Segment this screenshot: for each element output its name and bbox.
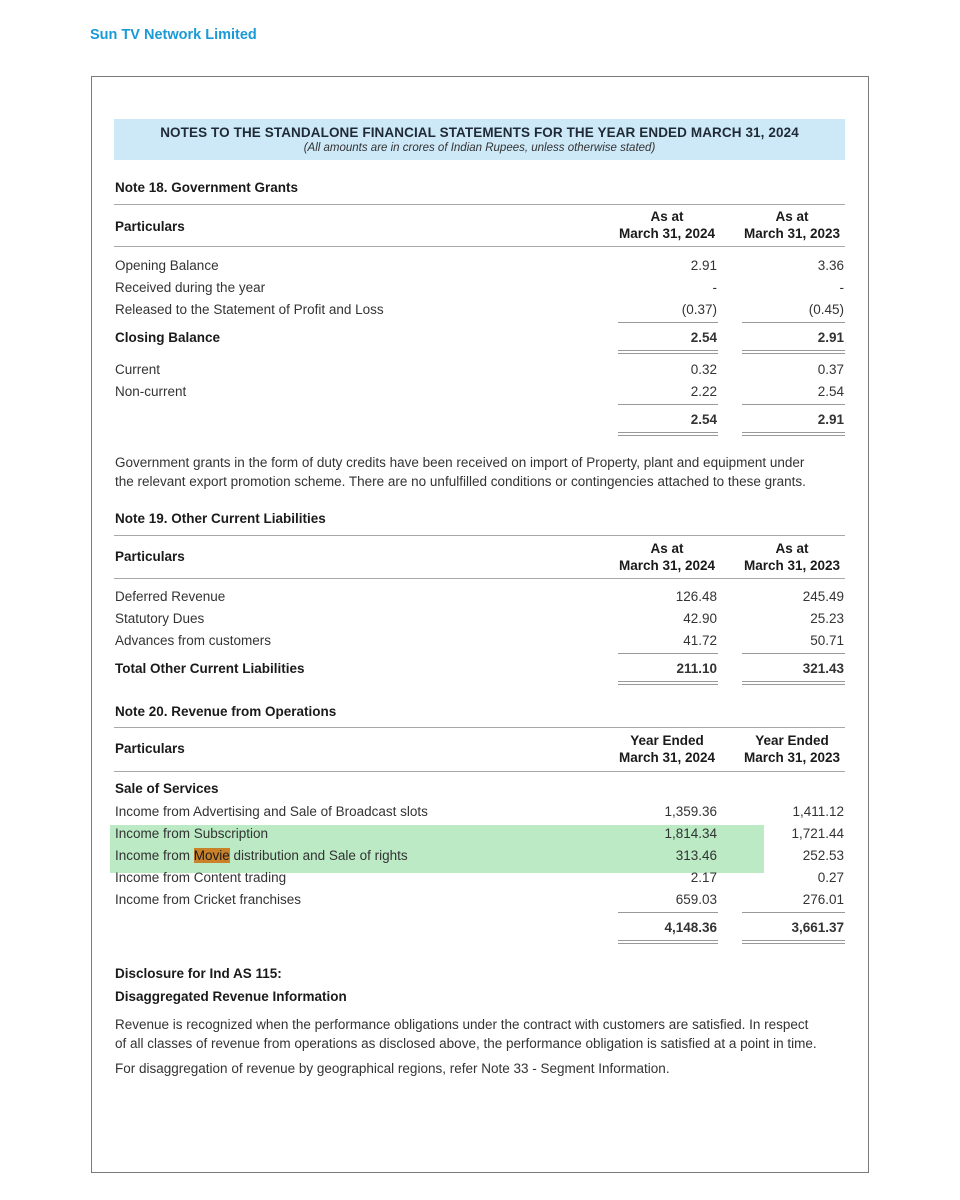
- paragraph-line: Revenue is recognized when the performance obligations under the contract with customers are satisfied. In respect: [115, 1017, 809, 1032]
- note19-col2-line2: March 31, 2023: [743, 558, 841, 573]
- sum-rule: [618, 404, 718, 405]
- disclosure-subheading: Disaggregated Revenue Information: [115, 989, 347, 1004]
- table-cell: 0.37: [817, 362, 844, 377]
- table-row-label: Advances from customers: [115, 633, 272, 648]
- sum-rule: [742, 404, 845, 405]
- table-row-label: Received during the year: [115, 280, 266, 295]
- sum-rule: [618, 653, 718, 654]
- note20-col1-line2: March 31, 2024: [618, 750, 716, 765]
- table-row-label: Income from Cricket franchises: [115, 892, 302, 907]
- note18-title: Note 18. Government Grants: [115, 180, 299, 195]
- note20-col1-header: [612, 732, 722, 766]
- note19-col2-line1: As at: [775, 541, 809, 556]
- table-row-label: Statutory Dues: [115, 611, 205, 626]
- note20-title: Note 20. Revenue from Operations: [115, 704, 337, 719]
- table-cell: (0.37): [681, 302, 717, 317]
- table-row-label: Current: [115, 362, 161, 377]
- table-row-label: Income from Subscription: [115, 826, 269, 841]
- note20-col2-line2: March 31, 2023: [743, 750, 841, 765]
- table-cell: 2.17: [690, 870, 717, 885]
- table-cell: 41.72: [683, 633, 717, 648]
- note20-col2-line1: Year Ended: [755, 733, 829, 748]
- total-double-rule: [618, 350, 718, 354]
- table-cell: 0.32: [690, 362, 717, 377]
- notes-banner: [114, 119, 845, 160]
- total-double-rule: [742, 681, 845, 685]
- total-double-rule: [742, 350, 845, 354]
- table-cell: (0.45): [808, 302, 844, 317]
- table-row-label: Opening Balance: [115, 258, 219, 273]
- sum-rule: [618, 912, 718, 913]
- table-cell: 211.10: [676, 661, 717, 676]
- note19-top-rule: [114, 535, 845, 536]
- table-cell: 1,411.12: [792, 804, 844, 819]
- note18-top-rule: [114, 204, 845, 205]
- note19-title: Note 19. Other Current Liabilities: [115, 511, 326, 526]
- label-text: Income from: [115, 848, 194, 863]
- total-double-rule: [742, 432, 845, 436]
- table-cell: 252.53: [802, 848, 844, 863]
- table-cell: 2.91: [690, 258, 717, 273]
- table-cell: 276.01: [802, 892, 844, 907]
- table-cell: 2.91: [817, 412, 844, 427]
- table-cell: 2.54: [817, 384, 844, 399]
- note19-header-rule: [114, 578, 845, 579]
- company-name: Sun TV Network Limited: [90, 27, 257, 43]
- disclosure-heading: Disclosure for Ind AS 115:: [115, 966, 282, 981]
- sum-rule: [618, 322, 718, 323]
- table-cell: 2.54: [690, 330, 717, 345]
- total-double-rule: [618, 940, 718, 944]
- table-row-label: Income from Advertising and Sale of Broadcast slots: [115, 804, 428, 819]
- total-double-rule: [618, 681, 718, 685]
- table-cell: 126.48: [675, 589, 717, 604]
- table-cell: 3.36: [817, 258, 844, 273]
- label-text: distribution and Sale of rights: [229, 848, 408, 863]
- table-row-label: Deferred Revenue: [115, 589, 226, 604]
- note19-col1-header: [612, 540, 722, 574]
- table-cell: 1,721.44: [791, 826, 844, 841]
- paragraph-line: Government grants in the form of duty credits have been received on import of Property, plant and equipment under: [115, 455, 805, 470]
- note19-particulars-header: Particulars: [115, 549, 185, 564]
- note18-col1-header: [612, 208, 722, 242]
- table-row-label: Income from Content trading: [115, 870, 287, 885]
- table-cell: 2.22: [690, 384, 717, 399]
- note19-col1-line2: March 31, 2024: [618, 558, 716, 573]
- note20-header-rule: [114, 771, 845, 772]
- note19-col2-header: [736, 540, 848, 574]
- banner-subtitle: (All amounts are in crores of Indian Rupees, unless otherwise stated): [303, 142, 656, 154]
- total-double-rule: [618, 432, 718, 436]
- banner-title: NOTES TO THE STANDALONE FINANCIAL STATEMENTS FOR THE YEAR ENDED MARCH 31, 2024: [160, 125, 799, 140]
- disclosure-paragraph: [115, 1015, 850, 1053]
- note18-col1-line2: March 31, 2024: [618, 226, 716, 241]
- disclosure-reference: For disaggregation of revenue by geographical regions, refer Note 33 - Segment Information.: [115, 1061, 670, 1076]
- note18-col2-line1: As at: [775, 209, 809, 224]
- table-cell: 25.23: [810, 611, 844, 626]
- table-cell: 659.03: [675, 892, 717, 907]
- table-row-label: Non-current: [115, 384, 187, 399]
- table-cell: 3,661.37: [791, 920, 844, 935]
- note18-header-rule: [114, 246, 845, 247]
- table-cell: 2.91: [817, 330, 844, 345]
- table-cell: 321.43: [802, 661, 844, 676]
- sum-rule: [742, 653, 845, 654]
- note18-explanation: [115, 453, 850, 491]
- sum-rule: [742, 912, 845, 913]
- table-row-label: [115, 848, 408, 863]
- search-match-highlight: Movie: [193, 848, 230, 863]
- table-cell: 50.71: [810, 633, 844, 648]
- table-cell: 4,148.36: [664, 920, 717, 935]
- note18-col1-line1: As at: [650, 209, 684, 224]
- table-cell: 2.54: [690, 412, 717, 427]
- total-double-rule: [742, 940, 845, 944]
- note20-particulars-header: Particulars: [115, 741, 185, 756]
- table-cell: 1,359.36: [664, 804, 717, 819]
- sum-rule: [742, 322, 845, 323]
- note18-col2-line2: March 31, 2023: [743, 226, 841, 241]
- table-row-label: Closing Balance: [115, 330, 221, 345]
- table-cell: -: [712, 280, 717, 295]
- paragraph-line: of all classes of revenue from operations as disclosed above, the performance obligation is satisfied at a point in time.: [115, 1036, 817, 1051]
- table-cell: 0.27: [817, 870, 844, 885]
- table-row-label: Total Other Current Liabilities: [115, 661, 305, 676]
- note20-col2-header: [736, 732, 848, 766]
- note19-col1-line1: As at: [650, 541, 684, 556]
- table-cell: -: [839, 280, 844, 295]
- note20-col1-line1: Year Ended: [630, 733, 704, 748]
- section-heading: Sale of Services: [115, 781, 219, 796]
- table-cell: 313.46: [675, 848, 717, 863]
- table-cell: 42.90: [683, 611, 717, 626]
- paragraph-line: the relevant export promotion scheme. There are no unfulfilled conditions or contingencies attached to these grants.: [115, 474, 806, 489]
- note18-col2-header: [736, 208, 848, 242]
- table-cell: 245.49: [802, 589, 844, 604]
- table-row-label: Released to the Statement of Profit and Loss: [115, 302, 384, 317]
- table-cell: 1,814.34: [664, 826, 717, 841]
- note18-particulars-header: Particulars: [115, 219, 185, 234]
- note20-top-rule: [114, 727, 845, 728]
